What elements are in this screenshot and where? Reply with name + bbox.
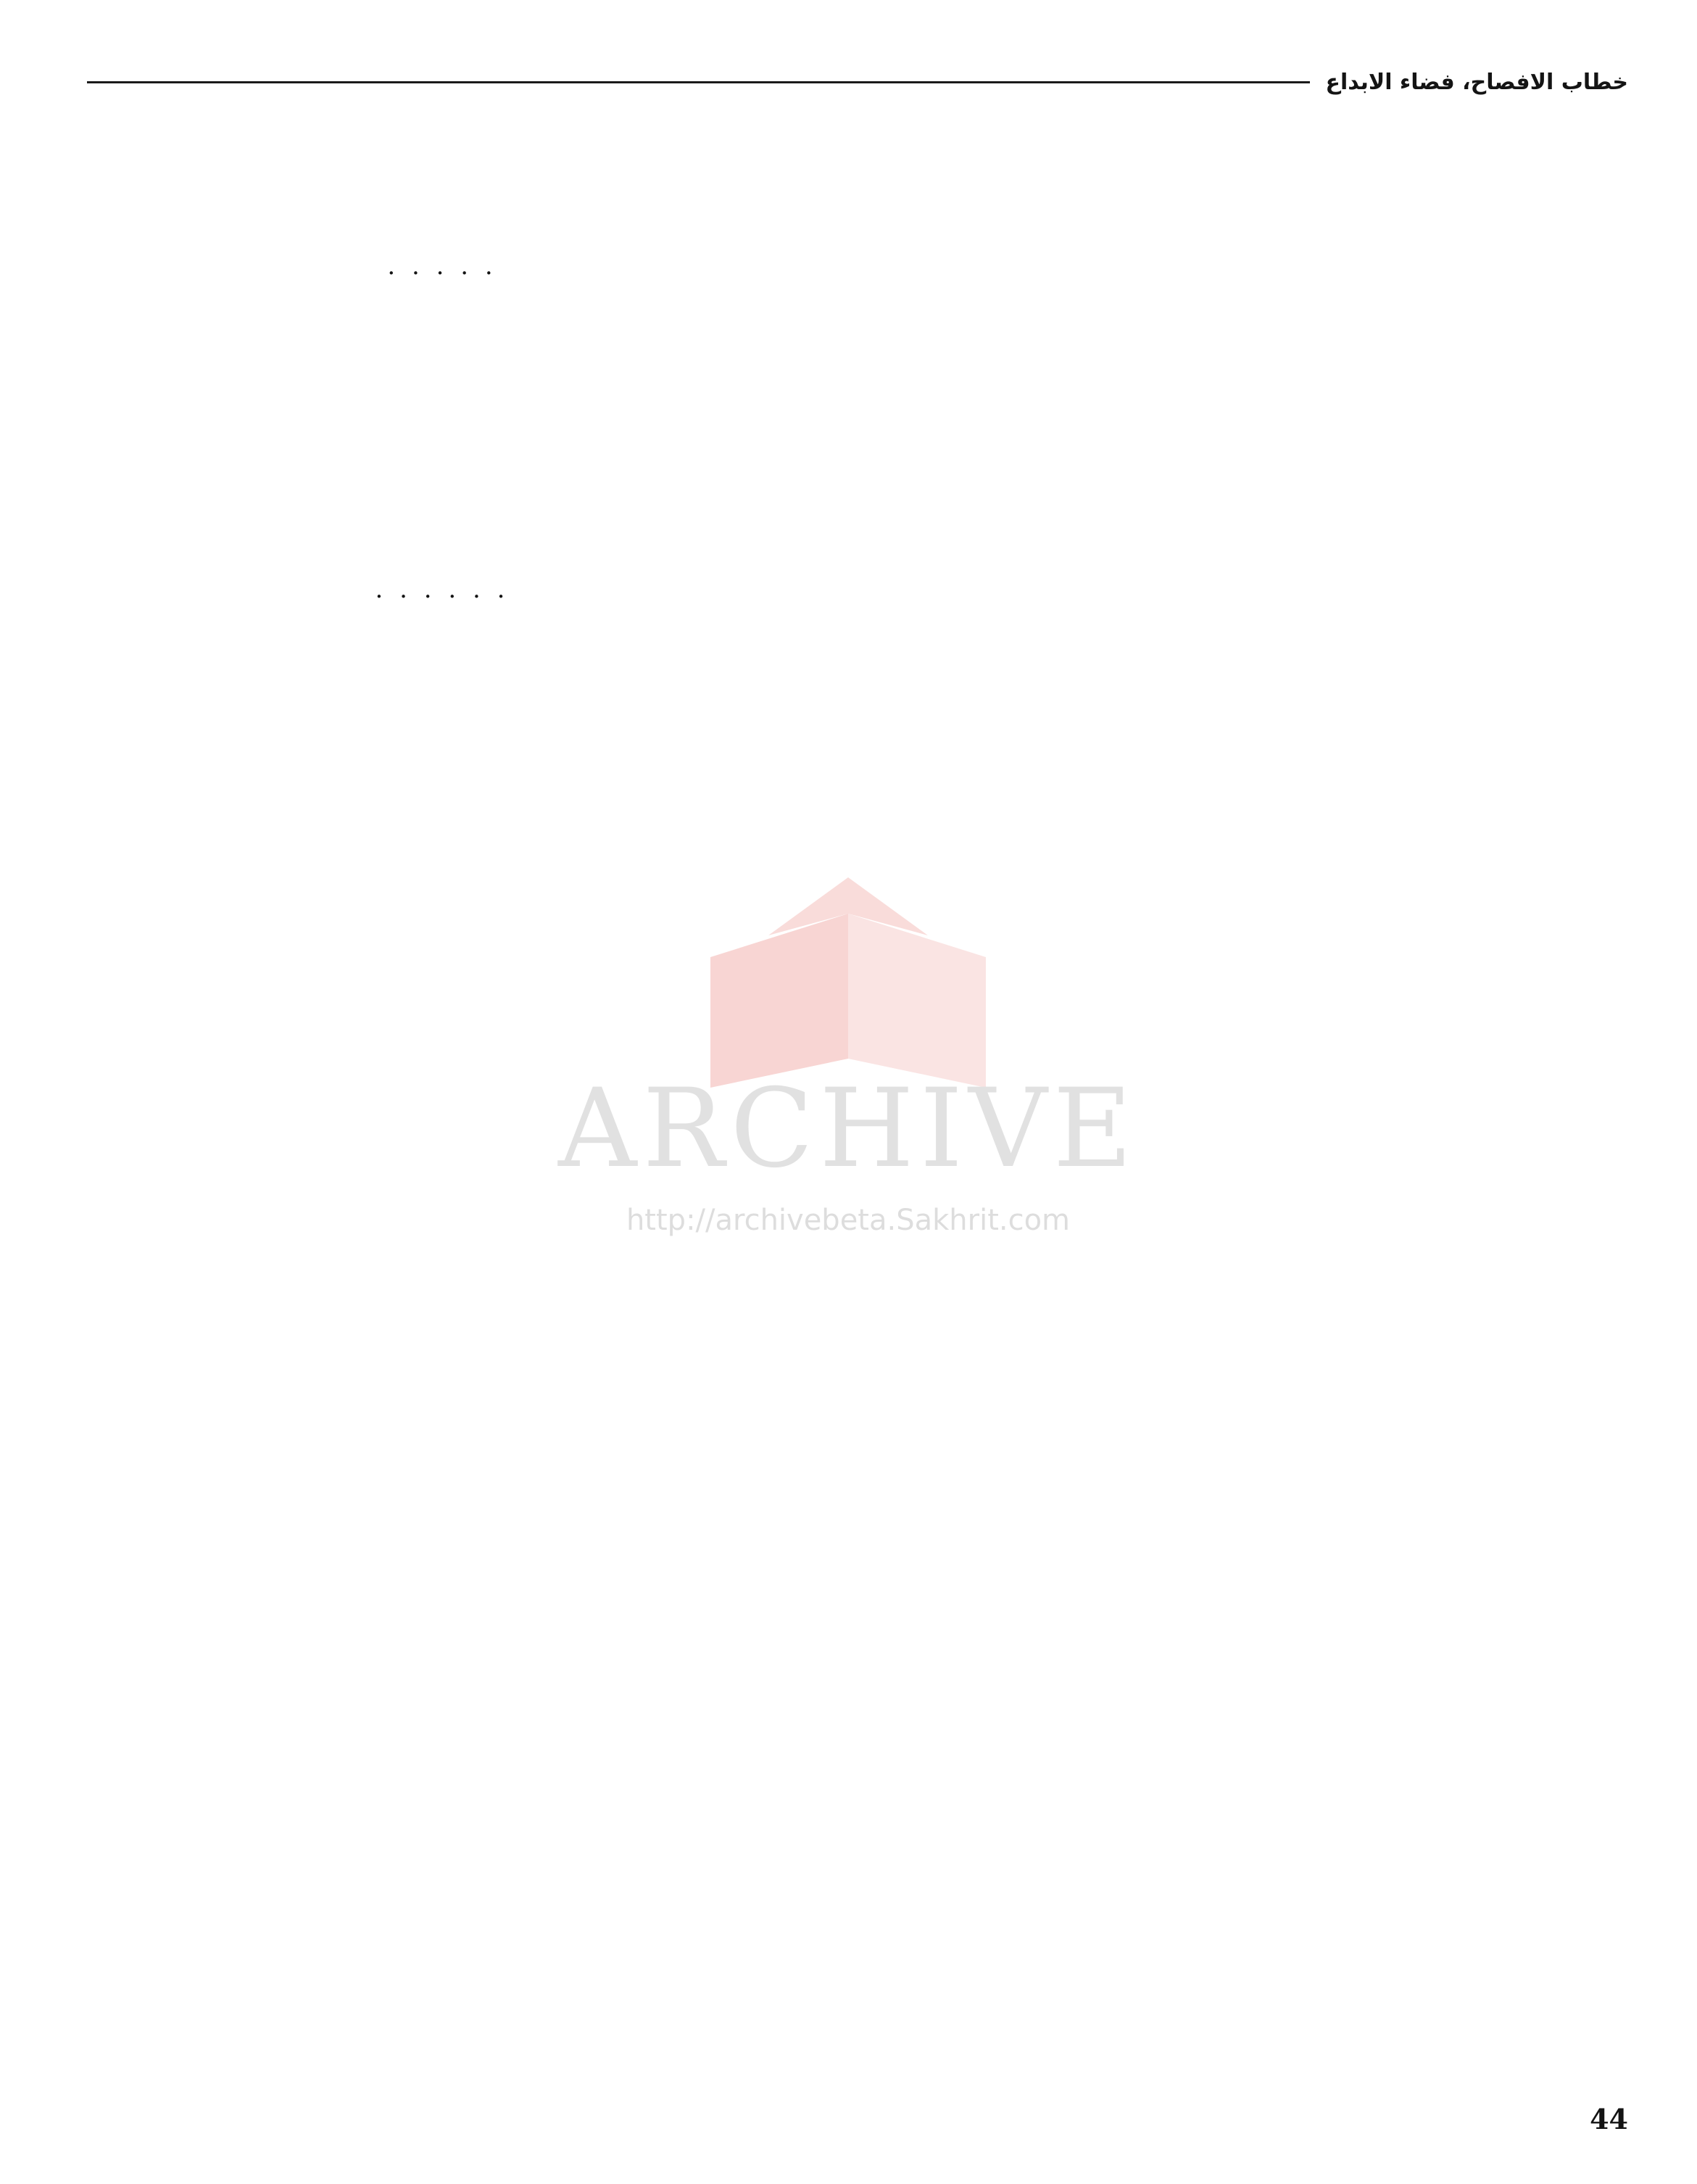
paragraph xyxy=(900,240,1625,284)
paragraph xyxy=(900,291,1625,336)
section-separator: . . . . . xyxy=(387,252,497,281)
paragraph xyxy=(900,1012,1625,1056)
paragraph xyxy=(900,1167,1625,1211)
paragraph xyxy=(87,990,797,1034)
paragraph xyxy=(900,394,1625,439)
paragraph xyxy=(900,806,1625,851)
paragraph xyxy=(900,1218,1625,1262)
paragraph xyxy=(900,1373,1625,1417)
watermark-title: ARCHIVE xyxy=(558,1066,1138,1192)
paragraph xyxy=(900,755,1625,799)
paragraph xyxy=(87,512,797,556)
header-rule xyxy=(87,81,1310,83)
paragraph xyxy=(900,189,1625,233)
paragraph xyxy=(900,858,1625,902)
paragraph xyxy=(87,409,797,453)
paragraph xyxy=(900,1424,1625,1468)
paragraph xyxy=(900,497,1625,542)
paragraph xyxy=(900,652,1625,696)
right-text-column xyxy=(900,189,1625,2074)
paragraph xyxy=(87,306,797,350)
paragraph xyxy=(900,600,1625,645)
paragraph xyxy=(900,446,1625,490)
paragraph xyxy=(87,460,797,505)
paragraph xyxy=(87,629,797,674)
paragraph xyxy=(87,189,797,233)
paragraph xyxy=(87,835,797,880)
paragraph xyxy=(900,909,1625,954)
paragraph xyxy=(87,784,797,828)
paragraph xyxy=(900,549,1625,593)
paragraph xyxy=(900,1270,1625,1314)
paragraph xyxy=(900,703,1625,748)
paragraph xyxy=(900,961,1625,1005)
paragraph xyxy=(87,938,797,983)
page-number: 44 xyxy=(1590,2103,1628,2135)
paragraph xyxy=(900,1064,1625,1108)
paragraph xyxy=(87,732,797,777)
paragraph xyxy=(900,343,1625,387)
paragraph xyxy=(900,1115,1625,1159)
paragraph xyxy=(87,681,797,725)
paragraph xyxy=(900,1476,1625,1520)
paragraph xyxy=(87,357,797,402)
watermark-url: http://archivebeta.Sakhrit.com xyxy=(626,1204,1071,1237)
paragraph xyxy=(87,887,797,931)
paragraph xyxy=(900,1321,1625,1365)
running-header xyxy=(87,64,1628,100)
left-text-column xyxy=(87,189,797,2074)
running-title: خطاب الافصاح، فضاء الابداع xyxy=(1325,69,1628,95)
section-separator: . . . . . . xyxy=(375,575,510,604)
